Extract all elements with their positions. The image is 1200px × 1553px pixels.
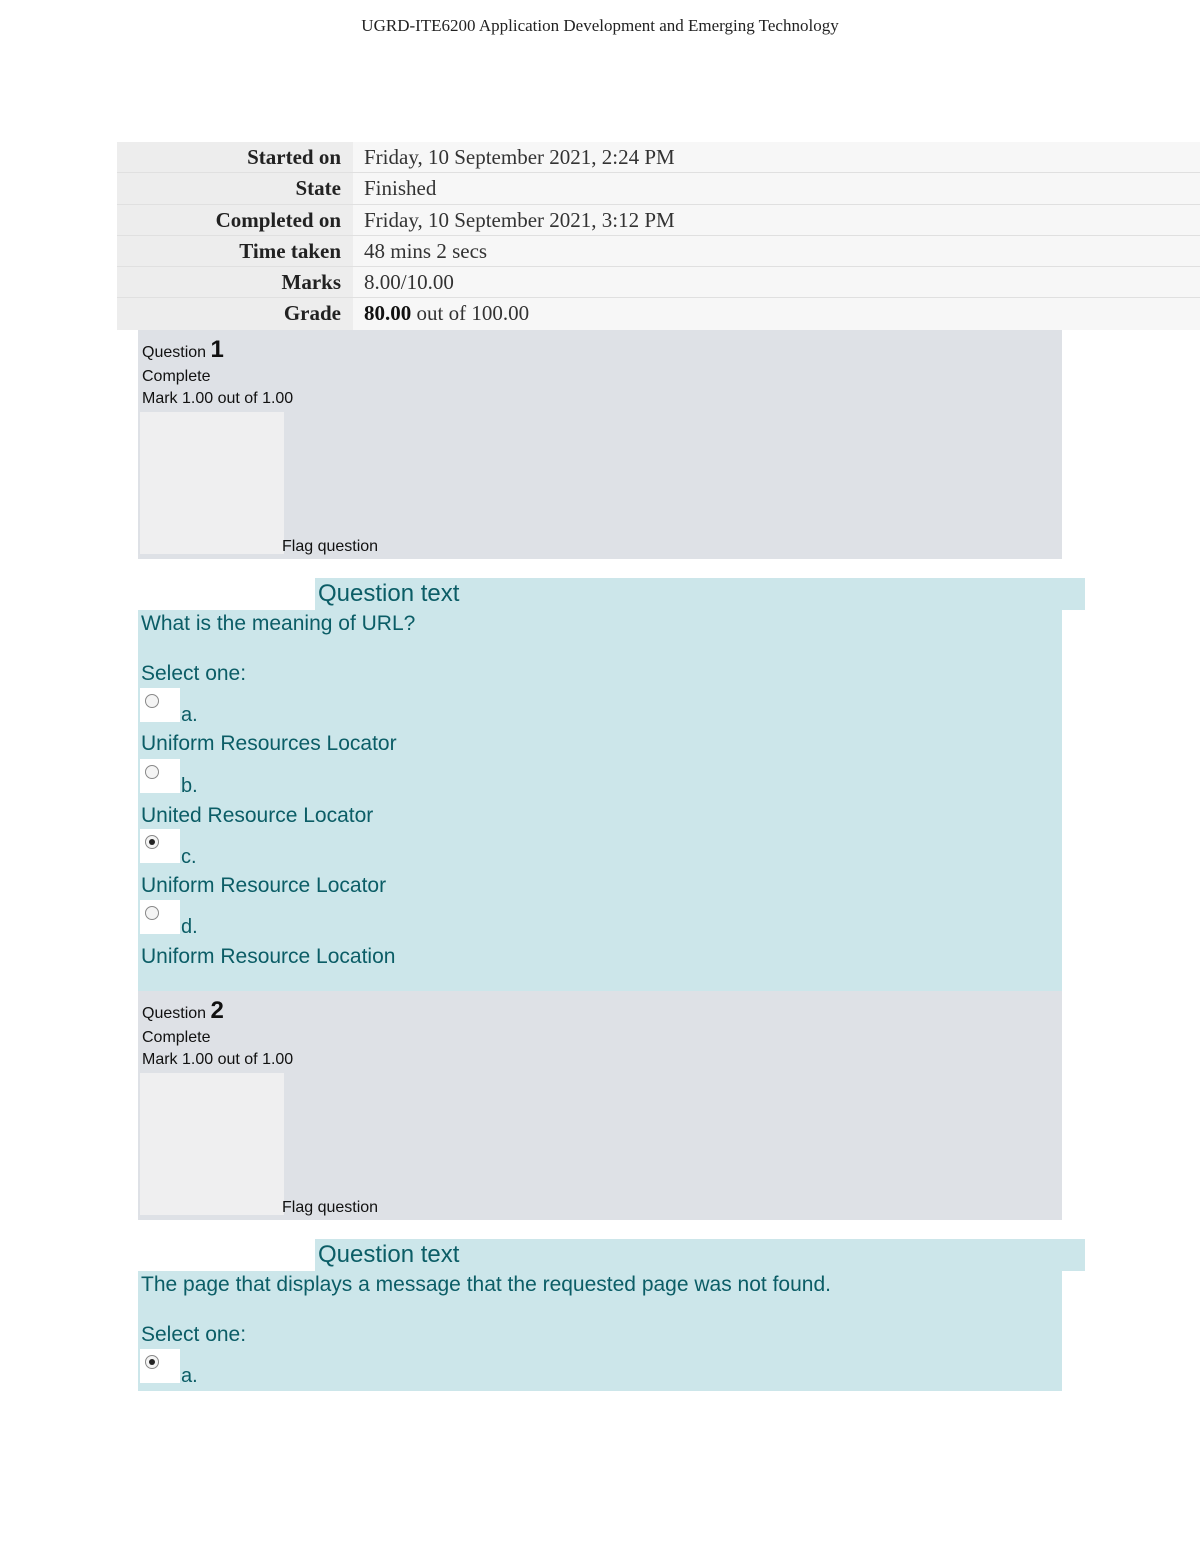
option-text: United Resource Locator xyxy=(141,804,374,827)
option-a-radio[interactable] xyxy=(140,1349,180,1383)
option-letter: c. xyxy=(181,846,197,868)
option-letter: a. xyxy=(181,1365,198,1387)
flag-checkbox-area[interactable] xyxy=(140,1073,284,1215)
attempt-summary-table xyxy=(117,142,1200,330)
question-number xyxy=(142,336,224,364)
option-text: Uniform Resource Locator xyxy=(141,874,387,897)
flag-question-link[interactable]: Flag question xyxy=(282,538,379,555)
question-prompt: The page that displays a message that the requested page was not found. xyxy=(141,1273,831,1296)
grade-score: 80.00 xyxy=(364,301,412,326)
select-one-label: Select one: xyxy=(141,1323,247,1346)
option-letter: a. xyxy=(181,704,198,726)
radio-selected-icon[interactable] xyxy=(145,835,159,849)
question-label: Question xyxy=(142,344,207,361)
option-a-radio[interactable] xyxy=(140,688,180,722)
flag-checkbox-area[interactable] xyxy=(140,412,284,554)
summary-label: State xyxy=(117,173,353,203)
question-1-info xyxy=(138,330,1062,559)
summary-value: Friday, 10 September 2021, 2:24 PM xyxy=(353,142,1200,172)
summary-label: Started on xyxy=(117,142,353,172)
question-prompt: What is the meaning of URL? xyxy=(141,612,416,635)
question-2-content xyxy=(138,1271,1062,1391)
summary-value: Friday, 10 September 2021, 3:12 PM xyxy=(353,205,1200,235)
summary-row-grade xyxy=(117,298,1200,329)
summary-row-completed-on xyxy=(117,205,1200,236)
select-one-label: Select one: xyxy=(141,662,247,685)
radio-circle-icon[interactable] xyxy=(145,906,159,920)
option-letter: d. xyxy=(181,916,198,938)
radio-selected-icon[interactable] xyxy=(145,1355,159,1369)
question-text-heading: Question text xyxy=(315,1239,1085,1271)
summary-value: 48 mins 2 secs xyxy=(353,236,1200,266)
radio-circle-icon[interactable] xyxy=(145,694,159,708)
page-header: UGRD-ITE6200 Application Development and Emerging Technology xyxy=(361,16,839,35)
radio-circle-icon[interactable] xyxy=(145,765,159,779)
question-grade: Mark 1.00 out of 1.00 xyxy=(142,390,294,407)
question-state: Complete xyxy=(142,1029,211,1046)
option-b-radio[interactable] xyxy=(140,759,180,793)
flag-question-link[interactable]: Flag question xyxy=(282,1199,379,1216)
question-grade: Mark 1.00 out of 1.00 xyxy=(142,1051,294,1068)
option-d-radio[interactable] xyxy=(140,900,180,934)
question-1-content xyxy=(138,610,1062,991)
question-state: Complete xyxy=(142,368,211,385)
summary-value xyxy=(353,298,1200,329)
option-letter: b. xyxy=(181,775,198,797)
question-label: Question xyxy=(142,1005,207,1022)
summary-row-time-taken xyxy=(117,236,1200,267)
option-text: Uniform Resource Location xyxy=(141,945,396,968)
question-number xyxy=(142,997,224,1025)
summary-row-marks xyxy=(117,267,1200,298)
option-c-radio[interactable] xyxy=(140,829,180,863)
question-number-value: 2 xyxy=(210,997,224,1024)
summary-label: Time taken xyxy=(117,236,353,266)
summary-row-started-on xyxy=(117,142,1200,173)
summary-value: Finished xyxy=(353,173,1200,203)
summary-label: Grade xyxy=(117,298,353,329)
question-number-value: 1 xyxy=(210,336,224,363)
option-text: Uniform Resources Locator xyxy=(141,732,397,755)
summary-label: Marks xyxy=(117,267,353,297)
question-2-info xyxy=(138,991,1062,1220)
summary-value: 8.00/10.00 xyxy=(353,267,1200,297)
grade-out-of: out of 100.00 xyxy=(411,301,530,326)
question-text-heading: Question text xyxy=(315,578,1085,610)
summary-row-state xyxy=(117,173,1200,204)
summary-label: Completed on xyxy=(117,205,353,235)
